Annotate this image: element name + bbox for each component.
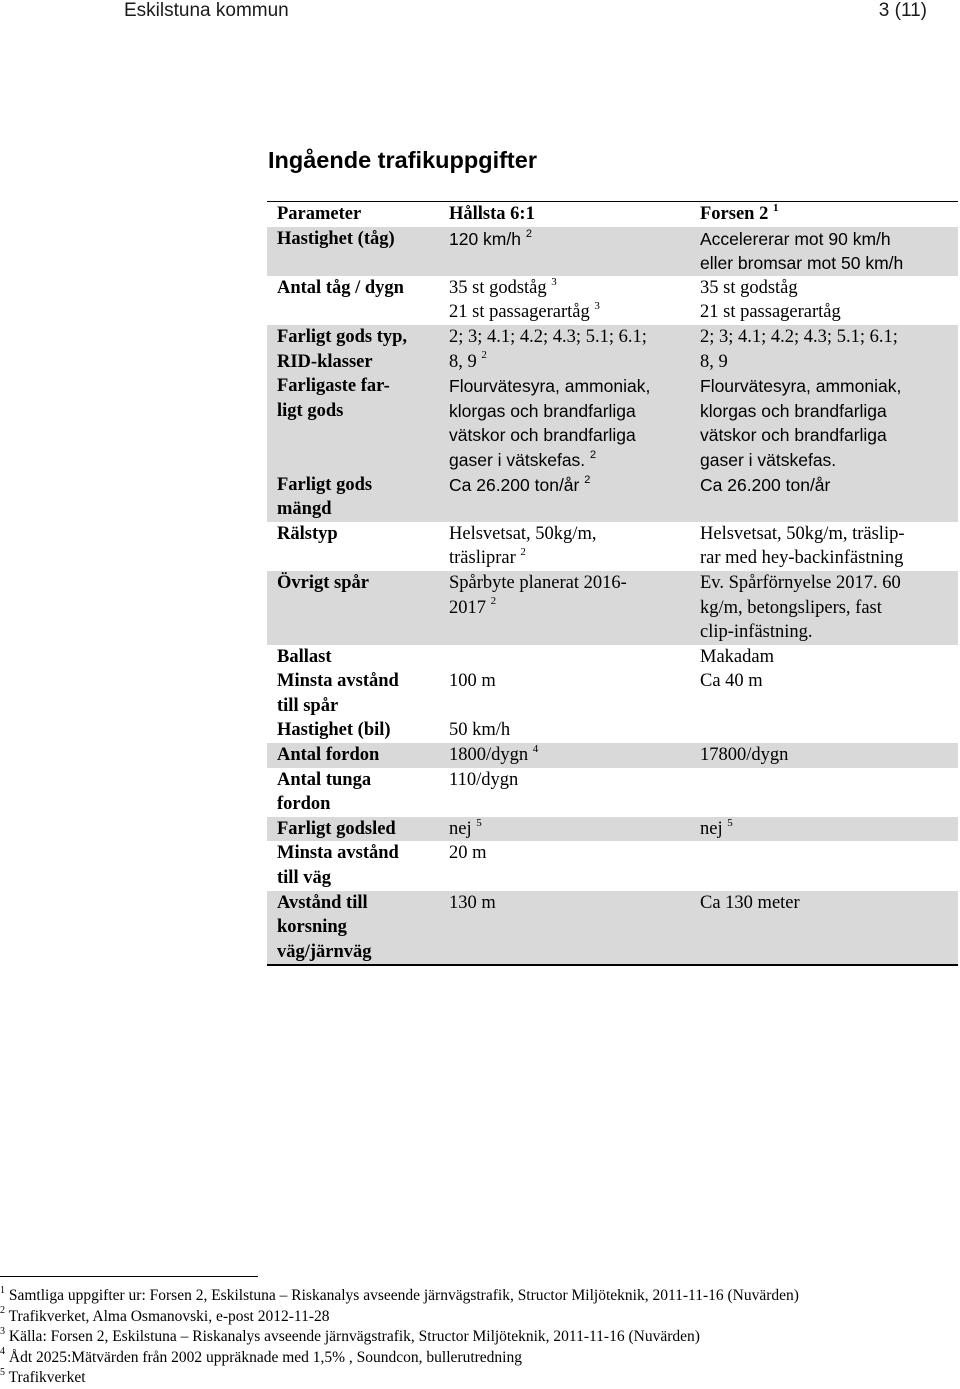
- forsen-value: Flourvätesyra, ammoniak, klorgas och brandfarliga vätskor och brandfarliga gaser i vätskefas.: [700, 376, 902, 470]
- forsen-value: [690, 718, 958, 743]
- forsen-value: [690, 768, 958, 817]
- forsen-value: Helsvetsat, 50kg/m, träslip- rar med hey-backinfästning: [700, 523, 905, 569]
- hallsta-value: 50 km/h: [449, 720, 511, 741]
- row-label: Minsta avstånd till väg: [277, 843, 399, 889]
- hallsta-value: 110/dygn: [449, 769, 519, 790]
- forsen-value: Ca 40 m: [700, 671, 763, 692]
- row-label: Farligaste far- ligt gods: [277, 376, 390, 421]
- footnote-item: $^3$ Källa: Forsen 2, Eskilstuna – Riskanalys avseende järnvägstrafik, Structor Miljöteknik, 2011-11-16 (Nuvärden): [0, 1325, 700, 1345]
- forsen-value: Ev. Spårförnyelse 2017. 60 kg/m, betongslipers, fast clip-infästning.: [700, 572, 901, 643]
- row-label: Övrigt spår: [277, 572, 369, 593]
- forsen-value: Makadam: [700, 646, 774, 667]
- header-page-number: 3 (11): [878, 0, 927, 21]
- footnote-item: $^1$ Samtliga uppgifter ur: Forsen 2, Eskilstuna – Riskanalys avseende järnvägstrafik, Structor Miljöteknik, 2011-11-16 (Nuvärden): [0, 1284, 799, 1304]
- table-header-hallsta: Hållsta 6:1: [449, 204, 535, 224]
- table-row: [267, 891, 958, 967]
- row-label: Farligt gods typ, RID-klasser: [277, 326, 408, 372]
- forsen-value: Ca 26.200 ton/år: [700, 474, 831, 495]
- row-label: Farligt gods mängd: [277, 474, 373, 520]
- table-row: [267, 841, 958, 890]
- table-row: [267, 768, 958, 817]
- hallsta-value: 2; 3; 4.1; 4.2; 4.3; 5.1; 6.1; 8, 9 $^2$: [449, 326, 647, 372]
- footnote-item: $^5$ Trafikverket: [0, 1366, 86, 1386]
- section-title: Ingående trafikuppgifter: [268, 147, 537, 173]
- hallsta-value: Ca 26.200 ton/år $^2$: [449, 473, 591, 495]
- footnote-separator: [0, 1276, 258, 1277]
- row-label: Farligt godsled: [277, 818, 396, 839]
- table-header-parameter: Parameter: [277, 204, 362, 224]
- row-label: Hastighet (tåg): [277, 228, 395, 249]
- forsen-value: Ca 130 meter: [700, 892, 800, 913]
- row-label: Antal tåg / dygn: [277, 277, 404, 298]
- table-row: [267, 473, 958, 522]
- table-row: [267, 718, 958, 743]
- table-row: [267, 669, 958, 718]
- hallsta-value: 100 m: [449, 671, 496, 692]
- table-row: [267, 743, 958, 768]
- forsen-value: 17800/dygn: [700, 745, 789, 766]
- hallsta-value: 35 st godståg $^3$ 21 st passagerartåg $^3$: [449, 275, 600, 323]
- footnote-item: $^4$ Ådt 2025:Mätvärden från 2002 uppräknade med 1,5% , Soundcon, bullerutredning: [0, 1346, 522, 1366]
- forsen-value: 2; 3; 4.1; 4.2; 4.3; 5.1; 6.1; 8, 9: [700, 326, 898, 372]
- row-label: Avstånd till korsning väg/järnväg: [277, 892, 372, 962]
- table-row: [267, 645, 958, 670]
- hallsta-value: Helsvetsat, 50kg/m, träsliprar $^2$: [449, 523, 597, 569]
- hallsta-value: Spårbyte planerat 2016- 2017 $^2$: [449, 572, 627, 618]
- hallsta-value: 130 m: [449, 892, 496, 913]
- row-label: Hastighet (bil): [277, 720, 391, 741]
- header-organization: Eskilstuna kommun: [124, 0, 289, 21]
- row-label: Antal tunga fordon: [277, 769, 372, 815]
- table-row: [267, 227, 958, 276]
- footnotes: [0, 1286, 799, 1389]
- hallsta-value: nej $^5$: [449, 816, 482, 839]
- forsen-value: Accelererar mot 90 km/h eller bromsar mot 50 km/h: [700, 228, 904, 274]
- footnote-item: $^2$ Trafikverket, Alma Osmanovski, e-post 2012-11-28: [0, 1305, 330, 1325]
- row-label: Ballast: [277, 646, 332, 667]
- table-row: [267, 276, 958, 325]
- row-label: Antal fordon: [277, 745, 380, 766]
- table-row: [267, 571, 958, 645]
- table-header-forsen: Forsen 2 $^1$: [700, 201, 779, 224]
- table-header-row: [267, 202, 958, 227]
- forsen-value: 35 st godståg 21 st passagerartåg: [700, 277, 841, 323]
- table-row: [267, 374, 958, 472]
- forsen-value: nej $^5$: [700, 816, 733, 839]
- hallsta-value: 20 m: [449, 843, 487, 864]
- hallsta-value: 120 km/h $^2$: [449, 227, 532, 249]
- row-label: Rälstyp: [277, 523, 338, 544]
- table-row: [267, 522, 958, 571]
- hallsta-value: 1800/dygn $^4$: [449, 742, 539, 766]
- hallsta-value: [439, 645, 690, 670]
- traffic-data-table: [267, 201, 958, 966]
- table-row: [267, 817, 958, 842]
- row-label: Minsta avstånd till spår: [277, 671, 399, 716]
- hallsta-value: Flourvätesyra, ammoniak, klorgas och brandfarliga vätskor och brandfarliga gaser i vätskefas. $^2$: [449, 376, 651, 470]
- forsen-value: [690, 841, 958, 890]
- table-row: [267, 325, 958, 374]
